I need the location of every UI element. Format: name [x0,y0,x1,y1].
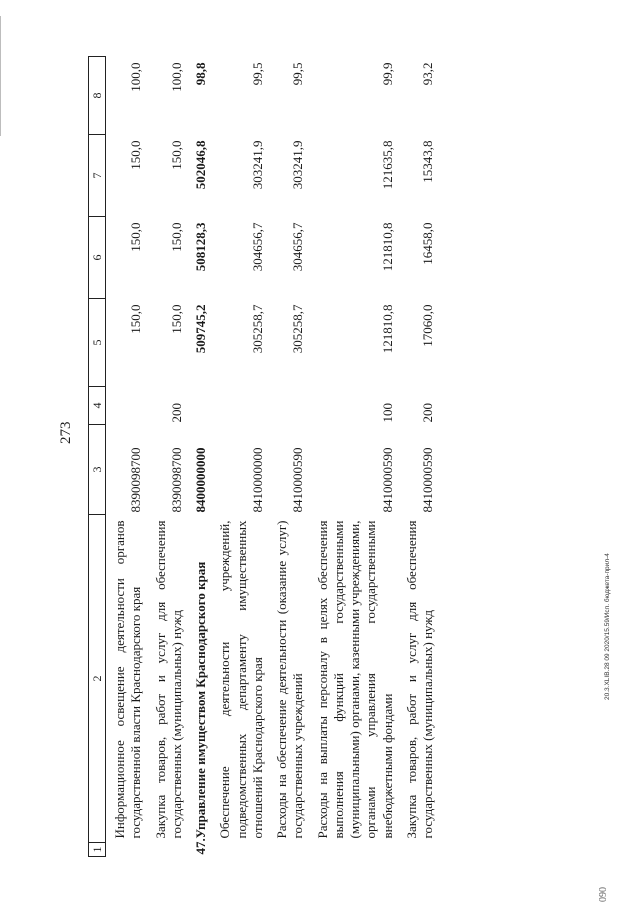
header-col-2: 2 [89,515,106,843]
description-cell: Расходы на выплаты персоналу в целях обеспечения выполнения функций государственными (муниципальными) органами, казенными учреждениями, органами управления государственными внебюджетными фондами [314,520,395,839]
expense-type-cell [106,387,147,425]
value-col5-cell: 150,0 [128,304,144,334]
value-col7-cell: 121635,8 [379,140,395,190]
target-code-cell: 8410000000 [249,447,265,513]
header-col-1: 1 [89,843,106,857]
header-col-3: 3 [89,425,106,515]
value-col6-cell: 150,0 [128,222,144,252]
table-row [398,57,439,857]
table-body [106,57,439,857]
header-col-5: 5 [89,299,106,387]
value-col6-cell: 304656,7 [290,222,306,272]
header-col-4: 4 [89,387,106,425]
target-code-cell: 8410000590 [290,447,306,513]
table-row [147,57,188,857]
table-row [309,57,398,857]
target-code-cell: 8410000590 [379,447,395,513]
description-cell: Управление имуществом Краснодарского края [193,561,208,839]
value-col5-cell: 17060,0 [420,304,435,347]
footer-document-code: 20.3.XLIB.28 09 2020/15.59/Исп. бюджета-прил-4 [604,553,611,700]
target-code-cell: 8390098700 [128,447,144,513]
bottom-page-marker: 090 [598,887,609,902]
value-col5-cell: 509745,2 [193,304,208,354]
row-number-cell [268,843,309,857]
value-col5-cell: 150,0 [168,304,184,334]
description-cell: Обеспечение деятельности учреждений, подведомственных департаменту имущественных отношений Краснодарского края [217,520,265,839]
target-code-cell: 8400000000 [193,447,208,513]
percent-cell: 99,9 [379,62,395,86]
row-number-cell: 47. [193,838,208,855]
target-code-cell: 8410000590 [420,447,435,513]
value-col5-cell: 305258,7 [249,304,265,354]
value-col7-cell: 303241,9 [290,140,306,190]
expense-type-cell: 200 [420,403,435,423]
value-col7-cell: 150,0 [168,140,184,170]
value-col6-cell: 508128,3 [193,222,208,272]
value-col6-cell: 150,0 [168,222,184,252]
description-cell: Расходы на обеспечение деятельности (оказание услуг) государственных учреждений [274,520,306,839]
value-col6-cell: 16458,0 [420,222,435,265]
scan-edge-line [0,16,1,136]
row-number-cell [211,843,268,857]
value-col7-cell: 502046,8 [193,140,208,190]
value-col7-cell: 303241,9 [249,140,265,190]
header-col-7: 7 [89,135,106,217]
value-col6-cell: 121810,8 [379,222,395,272]
budget-table [88,56,438,857]
header-col-6: 6 [89,217,106,299]
target-code-cell: 8390098700 [168,447,184,513]
percent-cell: 100,0 [168,62,184,92]
expense-type-cell [211,387,268,425]
row-number-cell [398,843,439,857]
description-cell: Информационное освещение деятельности органов государственной власти Краснодарского края [112,520,144,839]
page-number: 273 [58,421,74,444]
percent-cell: 100,0 [128,62,144,92]
description-cell: Закупка товаров, работ и услуг для обеспечения государственных (муниципальных) нужд [152,520,184,839]
table-row [268,57,309,857]
value-col7-cell: 15343,8 [420,140,435,183]
table-header-row [89,57,106,857]
value-col7-cell: 150,0 [128,140,144,170]
table-row [187,57,211,857]
row-number-cell [106,843,147,857]
expense-type-cell: 100 [379,403,395,423]
table-row [106,57,147,857]
row-number-cell [309,843,398,857]
expense-type-cell [268,387,309,425]
budget-table-wrapper [88,57,588,857]
description-cell: Закупка товаров, работ и услуг для обеспечения государственных (муниципальных) нужд [403,520,435,839]
row-number-cell [147,843,188,857]
percent-cell: 93,2 [420,62,435,86]
expense-type-cell: 200 [168,403,184,423]
header-col-8: 8 [89,57,106,135]
expense-type-cell [187,387,211,425]
value-col5-cell: 121810,8 [379,304,395,354]
percent-cell: 99,5 [249,62,265,86]
percent-cell: 98,8 [193,62,208,86]
percent-cell: 99,5 [290,62,306,86]
table-row [211,57,268,857]
value-col6-cell: 304656,7 [249,222,265,272]
value-col5-cell: 305258,7 [290,304,306,354]
